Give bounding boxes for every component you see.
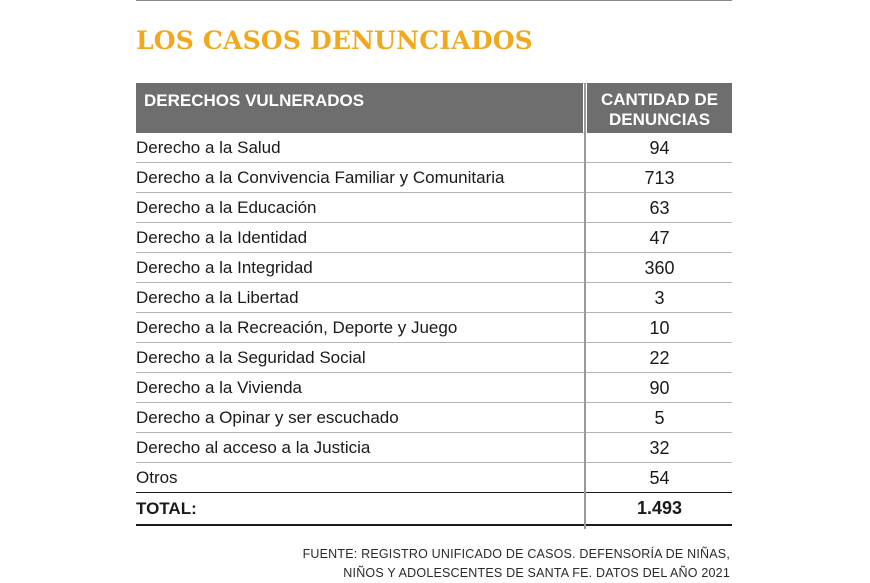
row-cantidad: 54 [649,468,670,488]
table-row [136,163,732,193]
total-row [136,493,732,526]
row-cantidad: 713 [644,168,675,188]
source-line-2: NIÑOS Y ADOLESCENTES DE SANTA FE. DATOS DEL AÑO 2021 [343,566,730,580]
table-row [136,463,732,493]
column-divider [584,83,586,529]
top-rule [136,0,732,1]
row-derecho: Derecho a la Convivencia Familiar y Comunitaria [136,168,505,187]
row-cantidad: 63 [649,198,670,218]
row-derecho: Derecho a la Libertad [136,288,299,307]
header-cantidad-line1: CANTIDAD DE [600,90,719,109]
row-cantidad: 10 [649,318,670,338]
row-cantidad: 3 [654,288,665,308]
row-derecho: Derecho a Opinar y ser escuchado [136,408,399,427]
row-cantidad: 32 [649,438,670,458]
header-derechos-label: DERECHOS VULNERADOS [144,91,365,110]
row-cantidad: 5 [654,408,665,428]
cases-table [136,83,732,526]
row-cantidad: 47 [649,228,670,248]
table-row [136,223,732,253]
source-line-1: FUENTE: REGISTRO UNIFICADO DE CASOS. DEFENSORÍA DE NIÑAS, [302,547,730,561]
header-cantidad-line2: DENUNCIAS [608,110,711,129]
total-value: 1.493 [636,498,683,518]
source-note [303,545,730,583]
table-row [136,133,732,163]
table-row [136,403,732,433]
table-row [136,433,732,463]
row-cantidad: 94 [649,138,670,158]
row-derecho: Derecho al acceso a la Justicia [136,438,371,457]
header-cantidad [587,83,732,133]
table-row [136,343,732,373]
table-row [136,283,732,313]
table-row [136,193,732,223]
table-row [136,253,732,283]
row-cantidad: 360 [644,258,675,278]
row-cantidad: 90 [649,378,670,398]
row-cantidad: 22 [649,348,670,368]
row-derecho: Derecho a la Vivienda [136,378,303,397]
row-derecho: Derecho a la Salud [136,138,281,157]
header-derechos [136,83,583,133]
table-row [136,313,732,343]
row-derecho: Derecho a la Educación [136,198,317,217]
row-derecho: Derecho a la Recreación, Deporte y Juego [136,318,458,337]
page-title: LOS CASOS DENUNCIADOS [136,26,533,55]
row-derecho: Derecho a la Integridad [136,258,313,277]
table-header [136,83,732,133]
table-row [136,373,732,403]
row-derecho: Derecho a la Seguridad Social [136,348,366,367]
row-derecho: Derecho a la Identidad [136,228,308,247]
total-label: TOTAL: [136,499,197,518]
row-derecho: Otros [136,468,178,487]
